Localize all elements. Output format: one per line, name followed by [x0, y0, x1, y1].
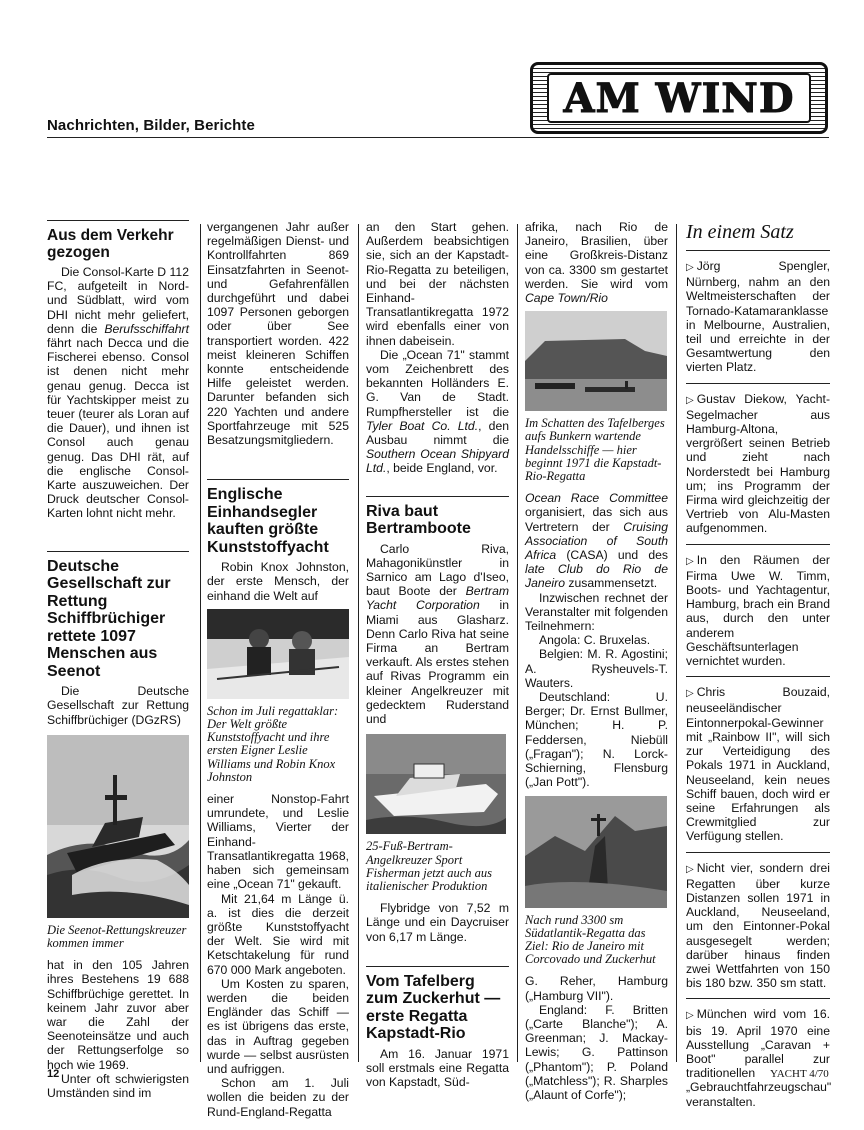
- photo-caption: 25-Fuß-Bertram-Angelkreuzer Sport Fisherman jetzt auch aus italienischer Produktion: [366, 839, 493, 893]
- article-headline: Deutsche Gesellschaft zur Rettung Schiffbrüchiger rettete 1097 Menschen aus Seenot: [47, 557, 171, 680]
- in-einem-satz-title: In einem Satz: [686, 221, 794, 243]
- article-paragraph: Die „Ocean 71" stammt vom Zeichenbrett des bekannten Holländers E. G. Van de Stadt. Rumpfhersteller ist die Tyler Boat Co. Ltd., den Ausbau nimmt die Southern Ocean Shipyard Ltd., beide England, vor.: [366, 347, 509, 476]
- rio-photo: [525, 796, 667, 908]
- article-headline: Riva baut Bertramboote: [366, 502, 471, 538]
- photo-caption: Schon im Juli regattaklar: Der Welt größte Kunststoffyacht und ihre ersten Eigner Leslie Williams und Robin Knox Johnston: [207, 703, 339, 784]
- news-item: ▷ Chris Bouzaid, neuseeländischer Eintonnerpokal-Gewinner mit „Rainbow II", will sich zur Verteidigung des Pokals 1971 in Auckland, Neuseeland, kein neues Schiff bauen, doch wird er seine Erfahrungen als Crewmitglied zur Verfügung stellen.: [686, 685, 830, 844]
- article-rule: [366, 966, 509, 967]
- article-paragraph: Inzwischen rechnet der Veranstalter mit folgenden Teilnehmern:: [525, 590, 668, 634]
- article-paragraph: Mit 21,64 m Länge ü. a. ist dies die derzeit größte Kunststoffyacht der Welt. Sie wird mit Ketschtakelung für rund 670 000 Mark angeboten.: [207, 891, 349, 977]
- article-headline: Englische Einhandsegler kauften größte Kunststoffyacht: [207, 486, 329, 556]
- article-paragraph: England: F. Britten („Carte Blanche"); A. Greenman; J. Mackay-Lewis; G. Pattinson („Phantom"); P. Poland („Matchless"); R. Sharples („Alaunt of Corfe");: [525, 1002, 668, 1102]
- magazine-issue: YACHT 4/70: [770, 1068, 829, 1080]
- news-item: ▷ In den Räumen der Firma Uwe W. Timm, Boots- und Yachtagentur, Hamburg, brach ein Brand aus, durch den unter anderem Geschäftsunterlagen vernichtet wurden.: [686, 552, 830, 669]
- item-divider: [686, 544, 830, 545]
- item-divider: [686, 852, 830, 853]
- news-item: ▷ Gustav Diekow, Yacht-Segelmacher aus Hamburg-Altona, vergrößert seinen Betrieb und zieht nach Norderstedt bei Hamburg um; ins Programm der Firma wird gleichzeitig der Vertrieb von Alu-Masten aufgenommen.: [686, 391, 830, 536]
- logo-text: AM WIND: [563, 74, 795, 122]
- article-rule: [366, 496, 509, 497]
- article-paragraph: Unter oft schwierigsten Umständen sind im: [47, 1071, 189, 1100]
- article-paragraph: G. Reher, Hamburg („Hamburg VII").: [525, 974, 668, 1003]
- article-paragraph: Deutschland: U. Berger; Dr. Ernst Bullmer, München; H. P. Feddersen, Niebüll („Fragan"); N. Lorck-Schierning, Flensburg („Jan Pott").: [525, 690, 668, 790]
- triangle-bullet-icon: ▷: [686, 863, 694, 875]
- article-paragraph: Carlo Riva, Mahagonikünstler in Sarnico am Lago d'Iseo, baut Boote der Bertram Yacht Corporation in Miami aus Glasharz. Denn Carlo Riva hat seine Firma an Bertram verkauft. Als erstes stehen auf Rivas Programm ein kleiner Angelkreuzer mit gedecktem Ruderstand und: [366, 541, 510, 727]
- column-divider: [200, 224, 201, 1062]
- page-number: 12: [47, 1068, 60, 1080]
- news-item: ▷ Jörg Spengler, Nürnberg, nahm an den Weltmeisterschaften der Tornado-Katamaranklasse in Melbourne, Australien, teil und erreichte in der Gesamtwertung den vierten Platz.: [686, 259, 830, 375]
- article-rule: [47, 551, 189, 552]
- triangle-bullet-icon: ▷: [686, 394, 694, 406]
- photo-caption: Nach rund 3300 sm Südatlantik-Regatta das Ziel: Rio de Janeiro mit Corcovado und Zuckerhut: [525, 912, 656, 967]
- triangle-bullet-icon: ▷: [686, 555, 694, 567]
- article-paragraph: Flybridge von 7,52 m Länge und ein Daycruiser von 6,17 m Länge.: [366, 901, 509, 944]
- column-divider: [676, 224, 677, 1062]
- yacht-owners-photo: [207, 609, 349, 699]
- photo-caption: Die Seenot-Rettungskreuzer kommen immer: [47, 922, 187, 950]
- article-headline: Aus dem Verkehr gezogen: [47, 227, 174, 261]
- table-mountain-photo: [525, 311, 667, 411]
- article-paragraph: afrika, nach Rio de Janeiro, Brasilien, über eine Großkreis-Distanz von ca. 3300 sm gestartet werden. Sie wird vom Cape Town/Rio: [525, 220, 668, 306]
- article-paragraph: Robin Knox Johnston, der erste Mensch, der einhand die Welt auf: [207, 560, 349, 603]
- rescue-cruiser-photo: [47, 735, 189, 918]
- article-paragraph: an den Start gehen. Außerdem beabsichtigen sie, sich an der Kapstadt-Rio-Regatta zu beteiligen, und bei der nächsten Einhand-Transatlantikregatta 1972 wird ebenfalls einer von ihnen dabeisein.: [366, 220, 509, 348]
- sport-fisherman-photo: [366, 734, 506, 834]
- column-3: [366, 220, 509, 1089]
- triangle-bullet-icon: ▷: [686, 1010, 694, 1022]
- column-1: [47, 220, 189, 1100]
- photo-caption: Im Schatten des Tafelberges aufs Bunkern wartende Handelsschiffe — hier beginnt 1971 die Kapstadt-Rio-Regatta: [525, 416, 665, 484]
- article-paragraph: Die Consol-Karte D 112 FC, aufgeteilt in Nord- und Südblatt, wird vom DHI nicht mehr geliefert, denn die Berufsschiffahrt fährt nach Decca und die Fischerei ebenso. Consol ist denen nicht mehr genau genug. Decca ist für Yachtskipper meist zu teuer (teurer als Loran auf die Dauer), und ihnen ist Consol auch genau genug. Das DHI rät, auf die englische Consol-Karte auszuweichen. Der Druck deutscher Consol-Karten lohnt nicht mehr.: [47, 265, 189, 521]
- satz-rule: [686, 250, 830, 251]
- item-divider: [686, 998, 830, 999]
- article-paragraph: Am 16. Januar 1971 soll erstmals eine Regatta von Kapstadt, Süd-: [366, 1046, 509, 1090]
- article-paragraph: Schon am 1. Juli wollen die beiden zu der Rund-England-Regatta: [207, 1076, 349, 1119]
- news-item: ▷ München wird vom 16. bis 19. April 1970 eine Ausstellung „Caravan + Boot" parallel zur traditionellen „Gebrauchtfahrzeugschau" veranstalten.: [686, 1007, 832, 1109]
- article-paragraph: einer Nonstop-Fahrt umrundete, und Leslie Williams, Vierter der Einhand-Transatlantikregatta 1968, haben sich gemeinsam eine „Ocean 71" gekauft.: [207, 792, 349, 892]
- article-paragraph: vergangenen Jahr außer regelmäßigen Dienst- und Kontrollfahrten 869 Einsatzfahrten in Seenot- und Gefahrenfällen durchgeführt und dabei 1097 Personen geborgen oder über See transportiert worden. 422 meist kleineren Schiffen konnte entscheidende Hilfe geleistet werden. Darunter befanden sich 220 Yachten und andere Sportfahrzeuge mit 525 Besatzungsmitgliedern.: [207, 220, 349, 448]
- column-5: [686, 220, 830, 1117]
- item-divider: [686, 383, 830, 384]
- article-paragraph: Die Deutsche Gesellschaft zur Rettung Schiffbrüchiger (DGzRS): [47, 684, 189, 727]
- item-divider: [686, 676, 830, 677]
- news-item: ▷ Nicht vier, sondern drei Regatten über kurze Distanzen sollen 1971 in Auckland, Neuseeland, um den Eintonner-Pokal ausgesegelt werden; darüber hinaus finden zwei Wettfahrten von 150 bis 180 bzw. 350 sm statt.: [686, 860, 830, 991]
- article-paragraph: Angola: C. Bruxelas.: [539, 633, 651, 648]
- column-2: [207, 220, 349, 1119]
- article-paragraph: Um Kosten zu sparen, werden die beiden Engländer das Schiff — es ist übrigens das erste, das in Auftrag gegeben wurde — selbst ausrüsten und aufriggen.: [207, 976, 349, 1076]
- article-headline: Vom Tafelberg zum Zuckerhut — erste Regatta Kapstadt-Rio: [366, 972, 501, 1043]
- article-paragraph: Ocean Race Committee organisiert, das sich aus Vertretern der Cruising Association of South Africa (CASA) und des late Club do Rio de Janeiro zusammensetzt.: [525, 491, 668, 591]
- column-4: [525, 220, 668, 1102]
- article-paragraph: Belgien: M. R. Agostini; A. Rysheuvels-T. Wauters.: [525, 647, 668, 690]
- am-wind-logo: [530, 62, 828, 134]
- header-rule: [47, 137, 829, 138]
- column-divider: [517, 224, 518, 1062]
- section-title: Nachrichten, Bilder, Berichte: [47, 117, 255, 134]
- article-rule: [47, 220, 189, 221]
- article-rule: [207, 479, 349, 480]
- article-paragraph: hat in den 105 Jahren ihres Bestehens 19 688 Schiffbrüchige gerettet. In keinem Jahr zuvor aber war die Zahl der Seenoteinsätze und auch der Rettungserfolge so hoch wie 1969.: [47, 958, 189, 1072]
- column-divider: [358, 224, 359, 1062]
- triangle-bullet-icon: ▷: [686, 688, 694, 700]
- triangle-bullet-icon: ▷: [686, 262, 694, 273]
